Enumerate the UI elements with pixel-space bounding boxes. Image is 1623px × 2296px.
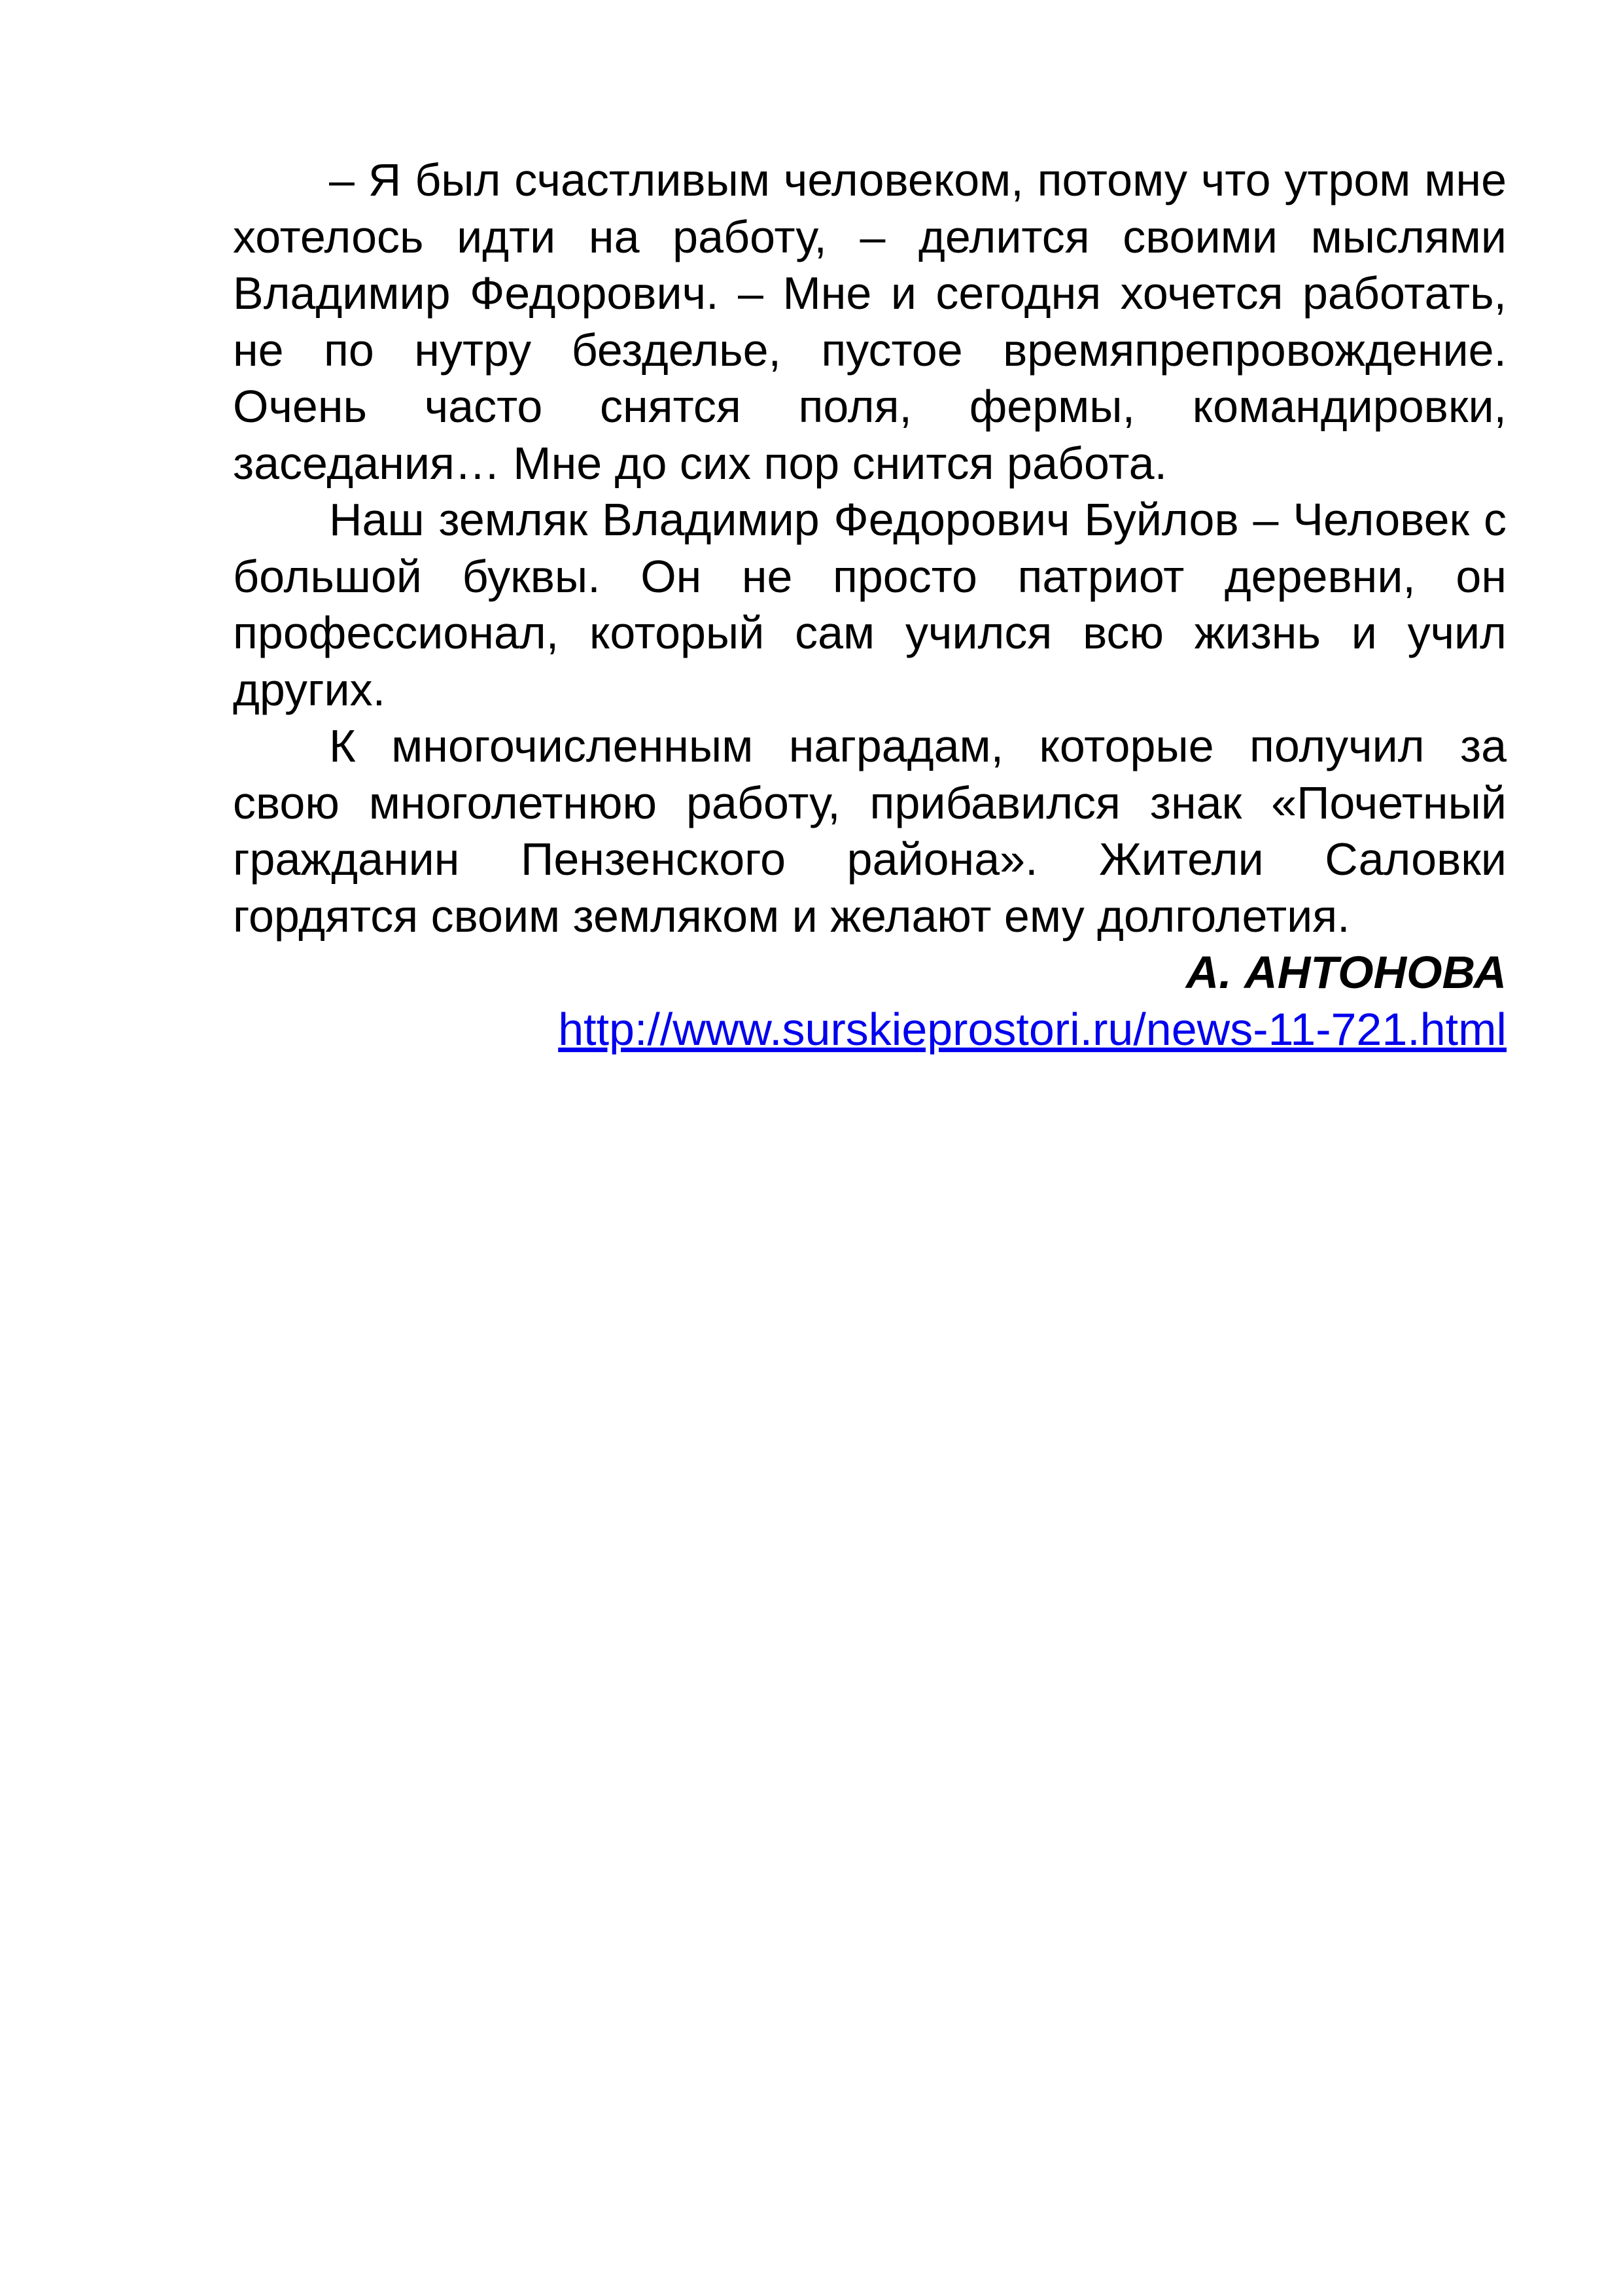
source-link[interactable]: http://www.surskieprostori.ru/news-11-721.html <box>558 1003 1507 1055</box>
document-page <box>233 152 1507 1057</box>
source-line <box>233 1001 1507 1058</box>
article-paragraph-3: К многочисленным наградам, которые получил за свою многолетнюю работу, прибавился знак «Почетный гражданин Пензенского района». Жители Саловки гордятся своим земляком и желают ему долголетия. <box>233 720 1507 942</box>
author-signature: А. АНТОНОВА <box>1185 947 1507 998</box>
article-paragraph-1: – Я был счастливым человеком, потому что утром мне хотелось идти на работу, – делится своими мыслями Владимир Федорович. – Мне и сегодня хочется работать, не по нутру безделье, пустое времяпрепровождение. Очень часто снятся поля, фермы, командировки, заседания… Мне до сих пор снится работа. <box>233 154 1507 489</box>
article-paragraph-2: Наш земляк Владимир Федорович Буйлов – Человек с большой буквы. Он не просто патриот деревни, он профессионал, который сам учился всю жизнь и учил других. <box>233 494 1507 715</box>
